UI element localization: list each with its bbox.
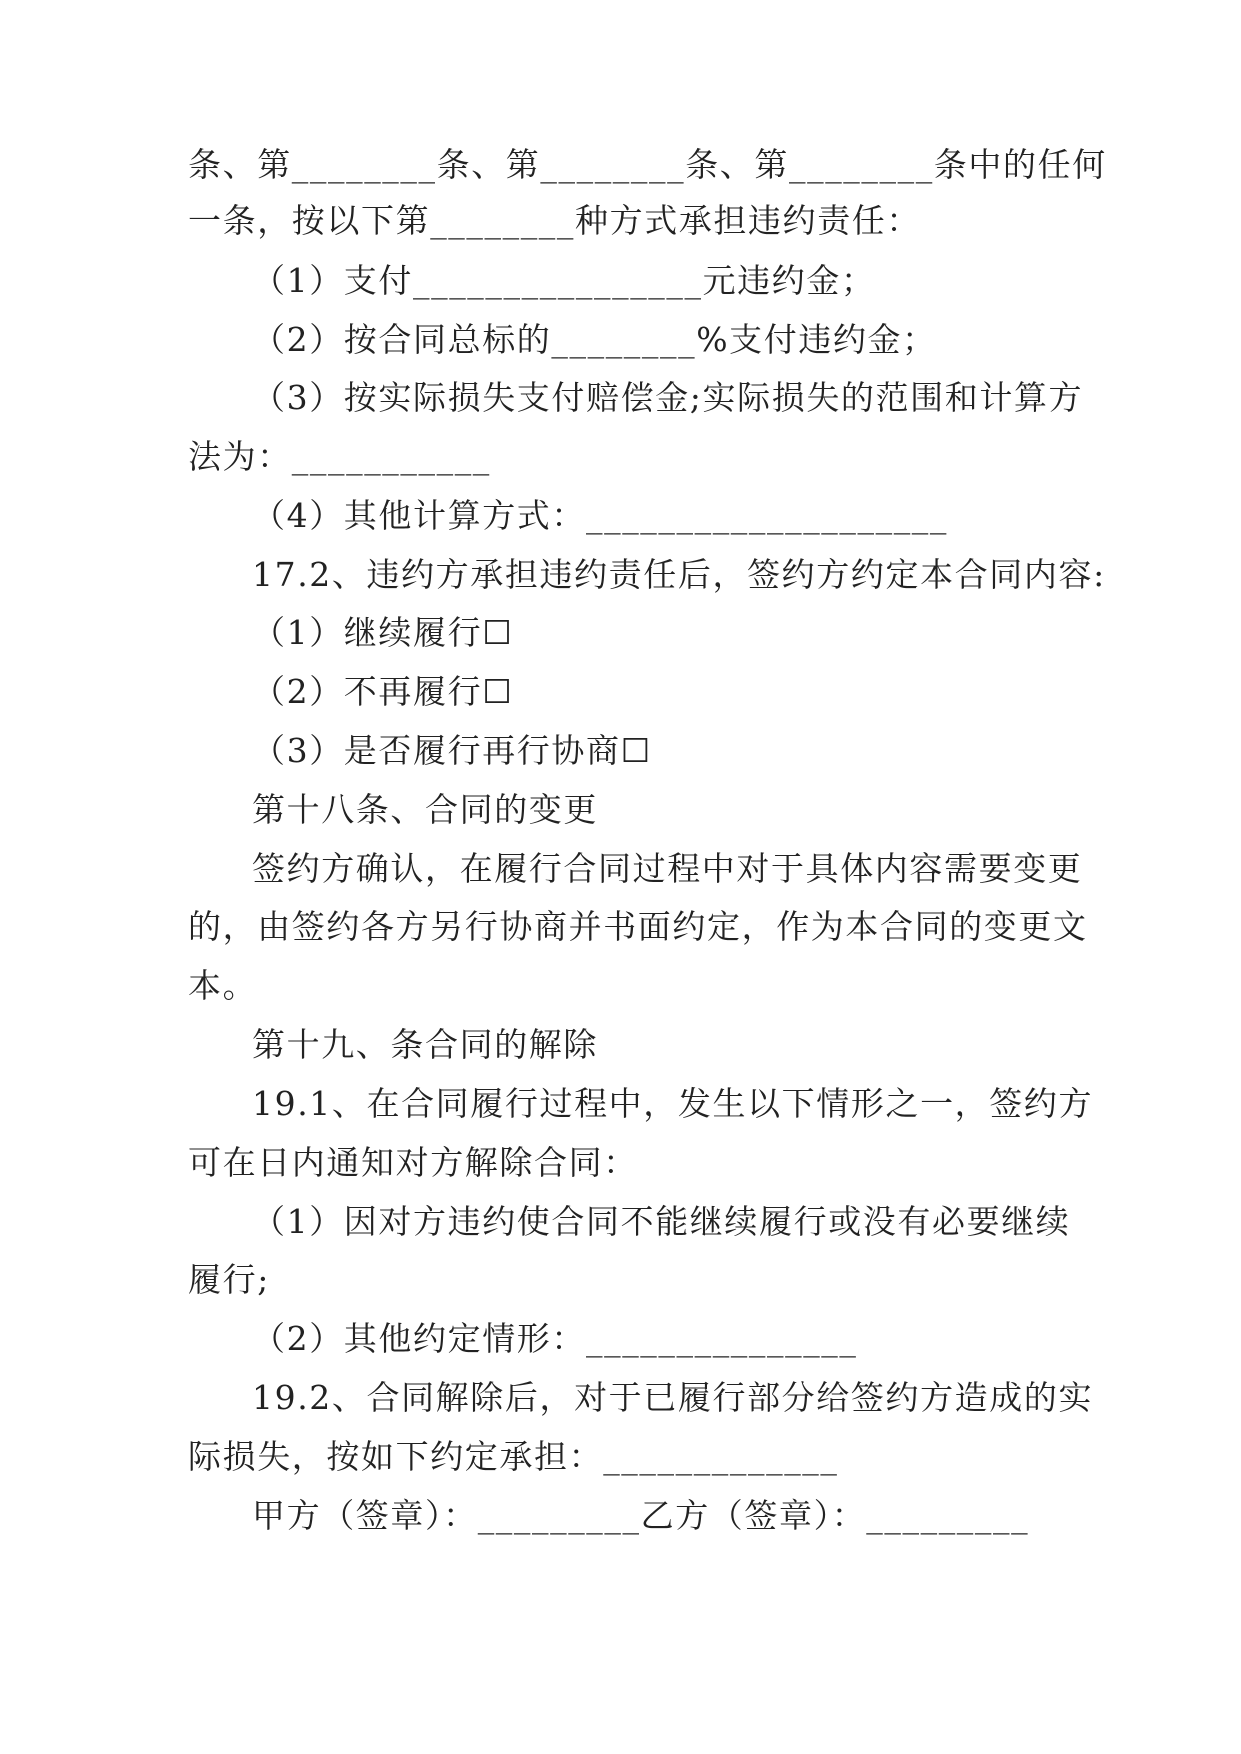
line-text: （1）支付________________元违约金；	[252, 261, 876, 300]
text-line	[0, 1369, 1241, 1427]
text-line	[0, 311, 1241, 369]
line-text: （2）其他约定情形：_______________	[252, 1319, 858, 1358]
text-line	[0, 840, 1241, 898]
line-text: 本。	[188, 966, 258, 1005]
text-line	[0, 546, 1241, 604]
line-text: （2）按合同总标的________%支付违约金；	[252, 320, 937, 359]
line-text: 签约方确认，在履行合同过程中对于具体内容需要变更	[252, 849, 1083, 888]
text-line	[0, 1134, 1241, 1192]
line-text: 可在日内通知对方解除合同：	[188, 1143, 638, 1182]
text-line	[0, 1251, 1241, 1309]
line-text: 一条，按以下第________种方式承担违约责任：	[188, 201, 921, 240]
line-text: （1）继续履行☐	[252, 613, 514, 652]
section-heading	[0, 1016, 1241, 1074]
text-line	[0, 192, 1241, 250]
text-line	[0, 428, 1241, 486]
line-text: 际损失，按如下约定承担：_____________	[188, 1437, 839, 1476]
line-text: （3）是否履行再行协商☐	[252, 731, 652, 770]
text-line	[0, 136, 1241, 194]
line-text: 甲方（签章）：_________乙方（签章）：_________	[252, 1496, 1030, 1535]
text-line	[0, 1193, 1241, 1251]
text-line	[0, 369, 1241, 427]
line-text: 履行;	[188, 1260, 270, 1299]
text-line	[0, 957, 1241, 1015]
line-text: 条、第________条、第________条、第________条中的任何	[188, 145, 1107, 184]
line-text: 第十八条、合同的变更	[252, 790, 598, 829]
text-line	[0, 1428, 1241, 1486]
text-line	[0, 252, 1241, 310]
line-text: 19.2、合同解除后，对于已履行部分给签约方造成的实	[252, 1378, 1094, 1417]
line-text: （4）其他计算方式：____________________	[252, 496, 948, 535]
line-text: （2）不再履行☐	[252, 672, 514, 711]
line-text: 第十九、条合同的解除	[252, 1025, 598, 1064]
section-heading	[0, 781, 1241, 839]
text-line	[0, 663, 1241, 721]
signature-line	[0, 1487, 1241, 1545]
text-line	[0, 722, 1241, 780]
text-line	[0, 898, 1241, 956]
line-text: 19.1、在合同履行过程中，发生以下情形之一，签约方	[252, 1084, 1094, 1123]
line-text: 法为：___________	[188, 437, 491, 476]
line-text: （3）按实际损失支付赔偿金;实际损失的范围和计算方	[252, 378, 1084, 417]
text-line	[0, 487, 1241, 545]
line-text: （1）因对方违约使合同不能继续履行或没有必要继续	[252, 1202, 1071, 1241]
text-line	[0, 1075, 1241, 1133]
line-text: 的，由签约各方另行协商并书面约定，作为本合同的变更文	[188, 907, 1088, 946]
line-text: 17.2、违约方承担违约责任后，签约方约定本合同内容:	[252, 555, 1106, 594]
text-line	[0, 604, 1241, 662]
text-line	[0, 1310, 1241, 1368]
